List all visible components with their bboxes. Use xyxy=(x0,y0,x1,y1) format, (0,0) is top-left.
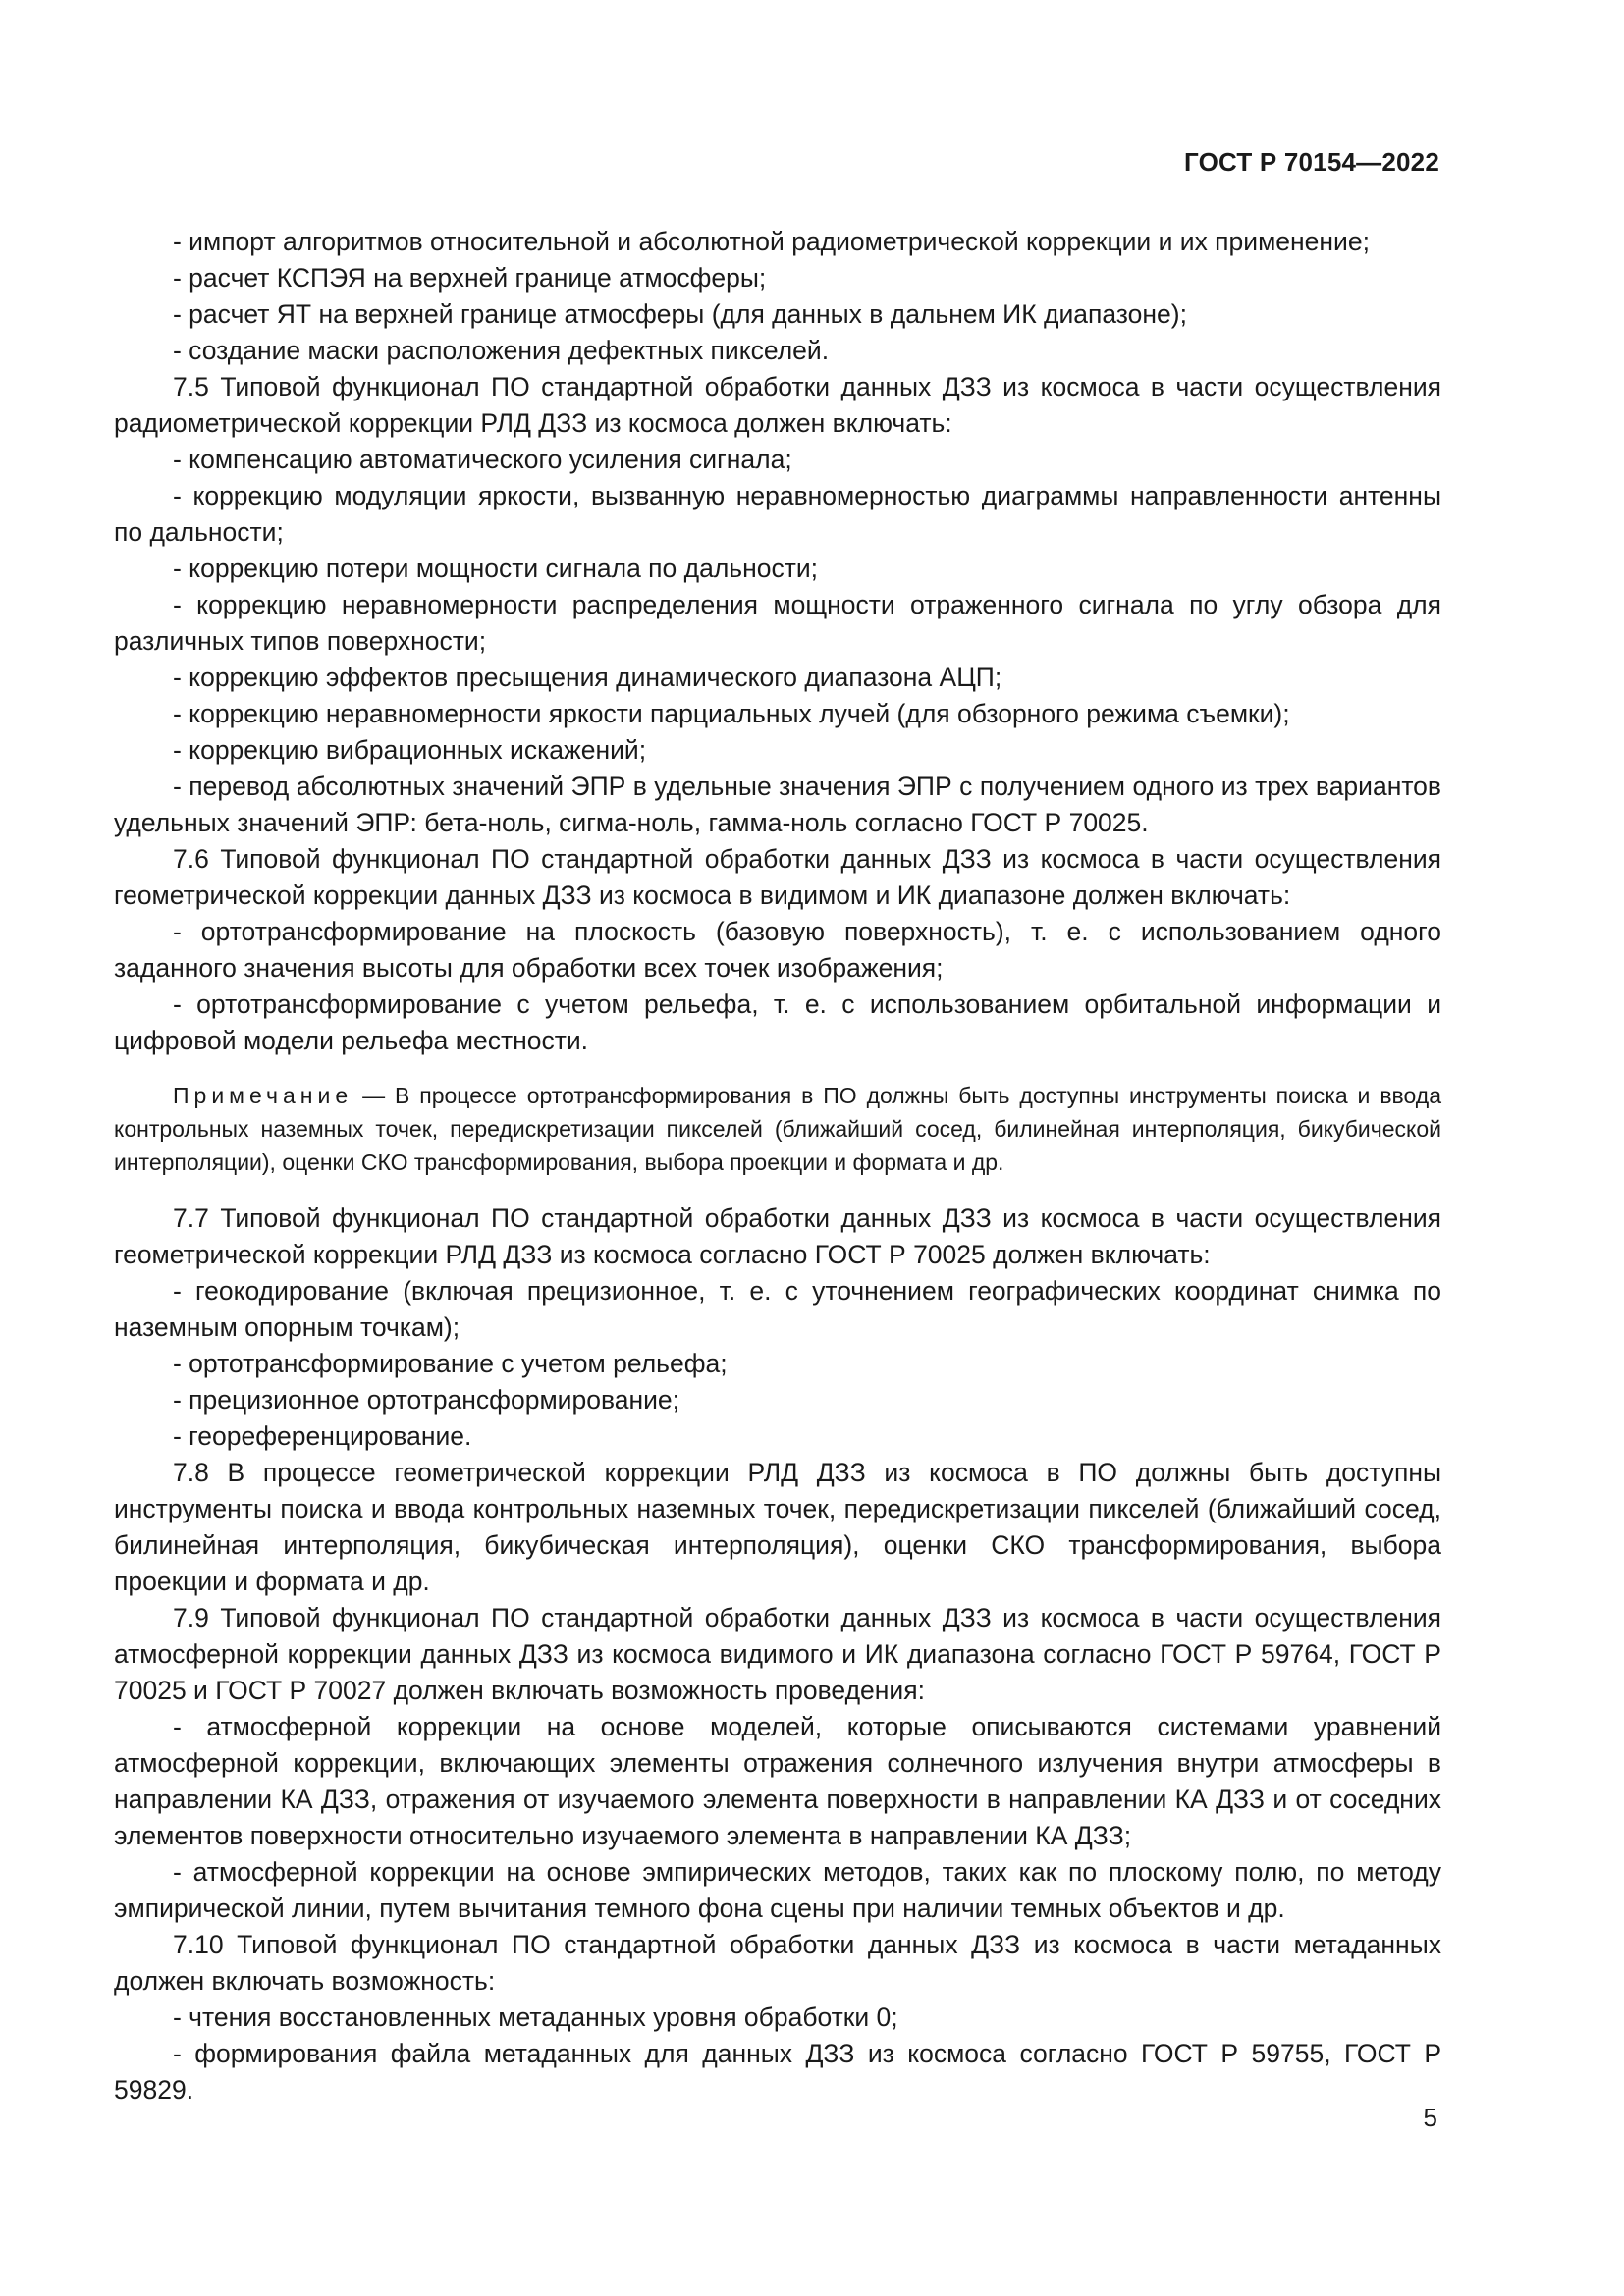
document-code-header: ГОСТ Р 70154—2022 xyxy=(1184,147,1439,177)
list-item: - геореференцирование. xyxy=(173,1421,472,1451)
list-item: - коррекцию модуляции яркости, вызванную неравномерностью диаграммы направленности антенны по дальности; xyxy=(114,481,1441,547)
list-item: - ортотрансформирование с учетом рельефа; xyxy=(173,1349,728,1378)
clause-7-5: 7.5 Типовой функционал ПО стандартной обработки данных ДЗЗ из космоса в части осуществления радиометрической коррекции РЛД ДЗЗ из космоса должен включать: xyxy=(114,372,1441,438)
list-item: - перевод абсолютных значений ЭПР в удельные значения ЭПР с получением одного из трех вариантов удельных значений ЭПР: бета-ноль, сигма-ноль, гамма-ноль согласно ГОСТ Р 70025. xyxy=(114,772,1441,837)
clause-7-7: 7.7 Типовой функционал ПО стандартной обработки данных ДЗЗ из космоса в части осуществления геометрической коррекции РЛД ДЗЗ из космоса согласно ГОСТ Р 70025 должен включать: xyxy=(114,1203,1441,1269)
list-item: - коррекцию эффектов пресыщения динамического диапазона АЦП; xyxy=(173,663,1002,692)
list-item: - ортотрансформирование с учетом рельефа, т. е. с использованием орбитальной информации и цифровой модели рельефа местности. xyxy=(114,989,1441,1055)
list-item: - расчет КСПЭЯ на верхней границе атмосферы; xyxy=(173,263,767,293)
clause-7-9: 7.9 Типовой функционал ПО стандартной обработки данных ДЗЗ из космоса в части осуществления атмосферной коррекции данных ДЗЗ из космоса видимого и ИК диапазона согласно ГОСТ Р 59764, ГОСТ Р 70025 и ГОСТ Р 70027 должен включать возможность проведения: xyxy=(114,1603,1441,1705)
list-item: - геокодирование (включая прецизионное, т. е. с уточнением географических координат снимка по наземным опорным точкам); xyxy=(114,1276,1441,1342)
list-item: - коррекцию вибрационных искажений; xyxy=(173,735,647,765)
clause-7-8: 7.8 В процессе геометрической коррекции РЛД ДЗЗ из космоса в ПО должны быть доступны инструменты поиска и ввода контрольных наземных точек, передискретизации пикселей (ближайший сосед, билинейная интерполяция, бикубическая интерполяция), оценки СКО трансформирования, выбора проекции и формата и др. xyxy=(114,1458,1441,1596)
list-item: - атмосферной коррекции на основе эмпирических методов, таких как по плоскому полю, по методу эмпирической линии, путем вычитания темного фона сцены при наличии темных объектов и др. xyxy=(114,1857,1441,1923)
list-item: - коррекцию неравномерности яркости парциальных лучей (для обзорного режима съемки); xyxy=(173,699,1290,728)
note-label: Примечание xyxy=(173,1083,353,1108)
list-item: - формирования файла метаданных для данных ДЗЗ из космоса согласно ГОСТ Р 59755, ГОСТ Р 59829. xyxy=(114,2039,1441,2105)
list-item: - чтения восстановленных метаданных уровня обработки 0; xyxy=(173,2002,898,2032)
list-item: - компенсацию автоматического усиления сигнала; xyxy=(173,445,792,474)
list-item: - прецизионное ортотрансформирование; xyxy=(173,1385,680,1415)
list-item: - создание маски расположения дефектных пикселей. xyxy=(173,336,830,365)
list-item: - ортотрансформирование на плоскость (базовую поверхность), т. е. с использованием одного заданного значения высоты для обработки всех точек изображения; xyxy=(114,917,1441,983)
list-item: - расчет ЯТ на верхней границе атмосферы (для данных в дальнем ИК диапазоне); xyxy=(173,299,1187,329)
note-text: — В процессе ортотрансформирования в ПО должны быть доступны инструменты поиска и ввода контрольных наземных точек, передискретизации пикселей (ближайший сосед, билинейная интерполяция, бикубической интерполяции), оценки СКО трансформирования, выбора проекции и формата и др. xyxy=(114,1083,1441,1175)
list-item: - коррекцию потери мощности сигнала по дальности; xyxy=(173,554,819,583)
page-number: 5 xyxy=(1423,2103,1437,2132)
list-item: - импорт алгоритмов относительной и абсолютной радиометрической коррекции и их применение; xyxy=(173,227,1370,256)
list-item: - атмосферной коррекции на основе моделей, которые описываются системами уравнений атмосферной коррекции, включающих элементы отражения солнечного излучения внутри атмосферы в направлении КА ДЗЗ, отражения от изучаемого элемента поверхности в направлении КА ДЗЗ и от соседних элементов поверхности относительно изучаемого элемента в направлении КА ДЗЗ; xyxy=(114,1712,1441,1850)
note xyxy=(114,1079,1441,1179)
list-item: - коррекцию неравномерности распределения мощности отраженного сигнала по углу обзора для различных типов поверхности; xyxy=(114,590,1441,656)
clause-7-10: 7.10 Типовой функционал ПО стандартной обработки данных ДЗЗ из космоса в части метаданных должен включать возможность: xyxy=(114,1930,1441,1996)
page-body xyxy=(114,224,1441,2109)
clause-7-6: 7.6 Типовой функционал ПО стандартной обработки данных ДЗЗ из космоса в части осуществления геометрической коррекции данных ДЗЗ из космоса в видимом и ИК диапазоне должен включать: xyxy=(114,844,1441,910)
